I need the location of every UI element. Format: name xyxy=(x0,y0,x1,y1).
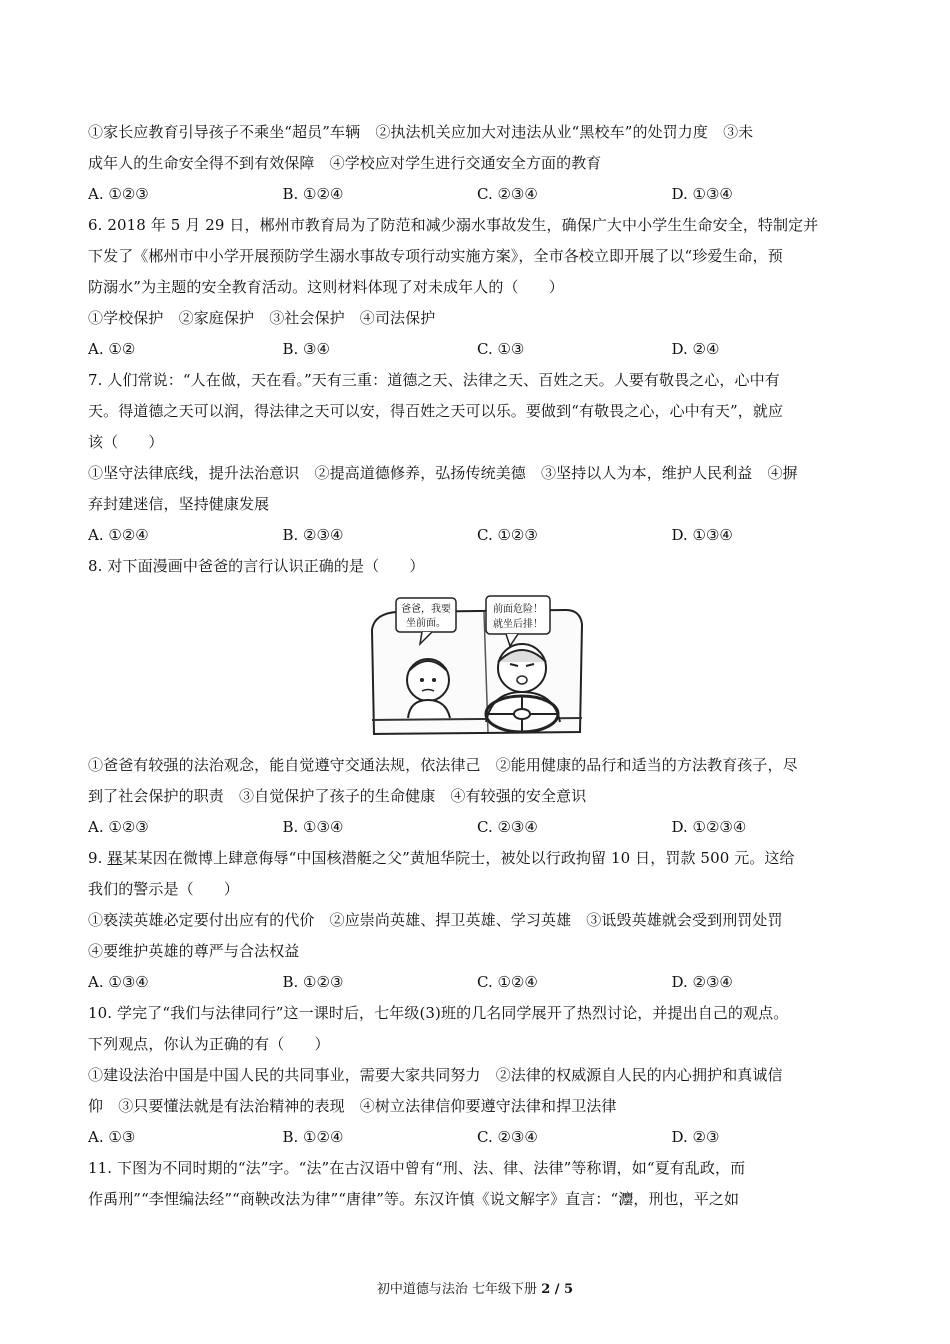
q10-option-c[interactable]: C. ②③④ xyxy=(477,1128,538,1146)
footer-course: 初中道德与法治 七年级下册 xyxy=(376,1282,542,1297)
child-head xyxy=(407,659,449,701)
q9-option-a[interactable]: A. ①③④ xyxy=(88,973,149,991)
q10-option-d[interactable]: D. ②③ xyxy=(671,1128,720,1146)
q6-stem-line-1: 6. 2018 年 5 月 29 日，郴州市教育局为了防范和减少溺水事故发生，确保广大中小学生生命安全，特制定并 xyxy=(88,216,819,234)
q7-option-d[interactable]: D. ①③④ xyxy=(671,526,733,544)
child-eye-left xyxy=(420,678,424,682)
q5-statements-line-1: ①家长应教育引导孩子不乘坐“超员”车辆 ②执法机关应加大对违法从业“黑校车”的处罚力度 ③未 xyxy=(88,123,754,141)
q6-statements: ①学校保护 ②家庭保护 ③社会保护 ④司法保护 xyxy=(88,309,436,327)
q9-stem-line-2: 我们的警示是（ ） xyxy=(88,880,240,898)
q10-statements-line-2: 仰 ③只要懂法就是有法治精神的表现 ④树立法律信仰要遵守法律和捍卫法律 xyxy=(88,1097,617,1115)
q8-option-b[interactable]: B. ①③④ xyxy=(282,818,344,836)
q6-stem-line-3: 防溺水”为主题的安全教育活动。这则材料体现了对未成年人的（ ） xyxy=(88,278,564,296)
q11-stem-line-2: 作禹刑”“李悝编法经”“商鞅改法为律”“唐律”等。东汉许慎《说文解字》直言：“灋，刑也，平之如 xyxy=(88,1190,740,1208)
q6-option-d[interactable]: D. ②④ xyxy=(671,340,720,358)
q8-option-d[interactable]: D. ①②③④ xyxy=(671,818,747,836)
q8-stem: 8. 对下面漫画中爸爸的言行认识正确的是（ ） xyxy=(88,557,425,575)
q6-option-a[interactable]: A. ①② xyxy=(88,340,136,358)
q10-stem-line-1: 10. 学完了“我们与法律同行”这一课时后，七年级(3)班的几名同学展开了热烈讨论，并提出自己的观点。 xyxy=(88,1004,789,1022)
q9-stem-line-1 xyxy=(88,843,866,874)
q5-option-d[interactable]: D. ①③④ xyxy=(671,185,733,203)
q5-statements-line-2: 成年人的生命安全得不到有效保障 ④学校应对学生进行交通安全方面的教育 xyxy=(88,154,602,172)
page-footer xyxy=(0,1280,950,1300)
q8-figure-area xyxy=(88,582,866,750)
q9-options xyxy=(88,967,866,998)
q7-statements-line-1: ①坚守法律底线，提升法治意识 ②提高道德修养，弘扬传统美德 ③坚持以人为本，维护人民利益 ④摒 xyxy=(88,464,798,482)
q9-person-name: 槑 xyxy=(107,849,123,867)
q8-statements-line-1: ①爸爸有较强的法治观念，能自觉遵守交通法规，依法律己 ②能用健康的品行和适当的方法教育孩子，尽 xyxy=(88,756,798,774)
q7-stem-line-2: 天。得道德之天可以润，得法律之天可以安，得百姓之天可以乐。要做到“有敬畏之心，心中有天”，就应 xyxy=(88,402,784,420)
child-bubble-line-2: 坐前面。 xyxy=(406,618,446,629)
q5-option-b[interactable]: B. ①②④ xyxy=(282,185,344,203)
q7-statements-line-2: 弃封建迷信，坚持健康发展 xyxy=(88,495,270,513)
q7-options xyxy=(88,520,866,551)
q9-statements-line-1: ①亵渎英雄必定要付出应有的代价 ②应崇尚英雄、捍卫英雄、学习英雄 ③诋毁英雄就会受到刑罚处罚 xyxy=(88,911,783,929)
q9-option-d[interactable]: D. ②③④ xyxy=(671,973,733,991)
q8-option-a[interactable]: A. ①②③ xyxy=(88,818,149,836)
q7-stem-line-1: 7. 人们常说：“人在做，天在看。”天有三重：道德之天、法律之天、百姓之天。人要有敬畏之心，心中有 xyxy=(88,371,780,389)
father-mouth xyxy=(517,676,527,684)
q6-option-b[interactable]: B. ③④ xyxy=(282,340,330,358)
cartoon-image xyxy=(366,592,588,740)
q9-stem-text: 某某因在微博上肆意侮辱“中国核潜艇之父”黄旭华院士，被处以行政拘留 10 日，罚款 500 元。这给 xyxy=(122,849,795,867)
q11-stem-line-1: 11. 下图为不同时期的“法”字。“法”在古汉语中曾有“刑、法、律、法律”等称谓，如“夏有乱政，而 xyxy=(88,1159,746,1177)
father-bubble-line-2: 就坐后排！ xyxy=(493,619,543,630)
q7-stem-line-3: 该（ ） xyxy=(88,433,164,451)
q7-option-b[interactable]: B. ②③④ xyxy=(282,526,344,544)
q7-option-a[interactable]: A. ①②④ xyxy=(88,526,149,544)
q9-option-b[interactable]: B. ①②③ xyxy=(282,973,344,991)
q9-number: 9. xyxy=(88,849,108,867)
q8-options xyxy=(88,812,866,843)
footer-page-number: 2 / 5 xyxy=(541,1282,574,1297)
q10-option-a[interactable]: A. ①③ xyxy=(88,1128,136,1146)
q10-option-b[interactable]: B. ①②④ xyxy=(282,1128,344,1146)
q6-option-c[interactable]: C. ①③ xyxy=(477,340,525,358)
q7-option-c[interactable]: C. ①②③ xyxy=(477,526,538,544)
q10-options xyxy=(88,1122,866,1153)
q5-option-a[interactable]: A. ①②③ xyxy=(88,185,149,203)
q5-options xyxy=(88,179,866,210)
q8-option-c[interactable]: C. ②③④ xyxy=(477,818,538,836)
steering-hub xyxy=(514,709,530,719)
q10-statements-line-1: ①建设法治中国是中国人民的共同事业，需要大家共同努力 ②法律的权威源自人民的内心拥护和真诚信 xyxy=(88,1066,783,1084)
q9-statements-line-2: ④要维护英雄的尊严与合法权益 xyxy=(88,942,300,960)
child-eye-right xyxy=(432,678,436,682)
q6-options xyxy=(88,334,866,365)
q8-statements-line-2: 到了社会保护的职责 ③自觉保护了孩子的生命健康 ④有较强的安全意识 xyxy=(88,787,587,805)
q5-option-c[interactable]: C. ②③④ xyxy=(477,185,538,203)
q9-option-c[interactable]: C. ①②④ xyxy=(477,973,538,991)
question-list xyxy=(88,117,866,1215)
q6-stem-line-2: 下发了《郴州市中小学开展预防学生溺水事故专项行动实施方案》，全市各校立即开展了以“珍爱生命，预 xyxy=(88,247,783,265)
father-bubble-line-1: 前面危险！ xyxy=(493,604,543,615)
child-bubble-line-1: 爸爸，我要 xyxy=(401,604,451,615)
q10-stem-line-2: 下列观点，你认为正确的有（ ） xyxy=(88,1035,330,1053)
